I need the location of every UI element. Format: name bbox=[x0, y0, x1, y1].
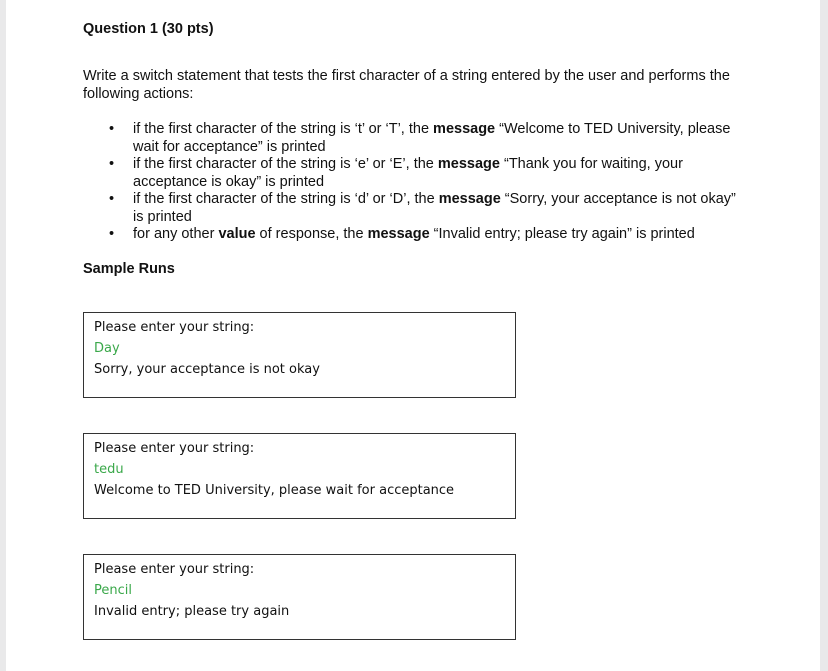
list-item: • for any other value of response, the message “Invalid entry; please try again” is printed bbox=[109, 226, 695, 242]
list-item: • if the first character of the string is ‘e’ or ‘E’, the message “Thank you for waiting, your acceptance is okay” is printed bbox=[109, 156, 683, 190]
document-page bbox=[6, 0, 820, 671]
list-item: • if the first character of the string is ‘d’ or ‘D’, the message “Sorry, your acceptance is not okay” is printed bbox=[109, 191, 736, 225]
bullet-icon: • bbox=[109, 226, 115, 242]
user-input-text: tedu bbox=[94, 462, 124, 477]
list-item: • if the first character of the string is ‘t’ or ‘T’, the message “Welcome to TED University, please wait for acceptance” is printed bbox=[109, 121, 731, 155]
requirements-list bbox=[83, 121, 743, 244]
question-intro: Write a switch statement that tests the first character of a string entered by the user and performs the following actions: bbox=[83, 68, 730, 102]
bullet-icon: • bbox=[109, 121, 115, 137]
sample-run-box bbox=[83, 433, 516, 519]
bullet-icon: • bbox=[109, 191, 115, 207]
sample-run-box bbox=[83, 554, 516, 640]
prompt-text: Please enter your string: bbox=[94, 320, 255, 335]
prompt-text: Please enter your string: bbox=[94, 562, 255, 577]
output-text: Sorry, your acceptance is not okay bbox=[94, 362, 320, 377]
output-text: Invalid entry; please try again bbox=[94, 604, 290, 619]
output-text: Welcome to TED University, please wait for acceptance bbox=[94, 483, 455, 498]
user-input-text: Day bbox=[94, 341, 120, 356]
bullet-icon: • bbox=[109, 156, 115, 172]
sample-runs-heading: Sample Runs bbox=[83, 261, 175, 277]
sample-run-box bbox=[83, 312, 516, 398]
question-title: Question 1 (30 pts) bbox=[83, 21, 214, 37]
prompt-text: Please enter your string: bbox=[94, 441, 255, 456]
user-input-text: Pencil bbox=[94, 583, 132, 598]
